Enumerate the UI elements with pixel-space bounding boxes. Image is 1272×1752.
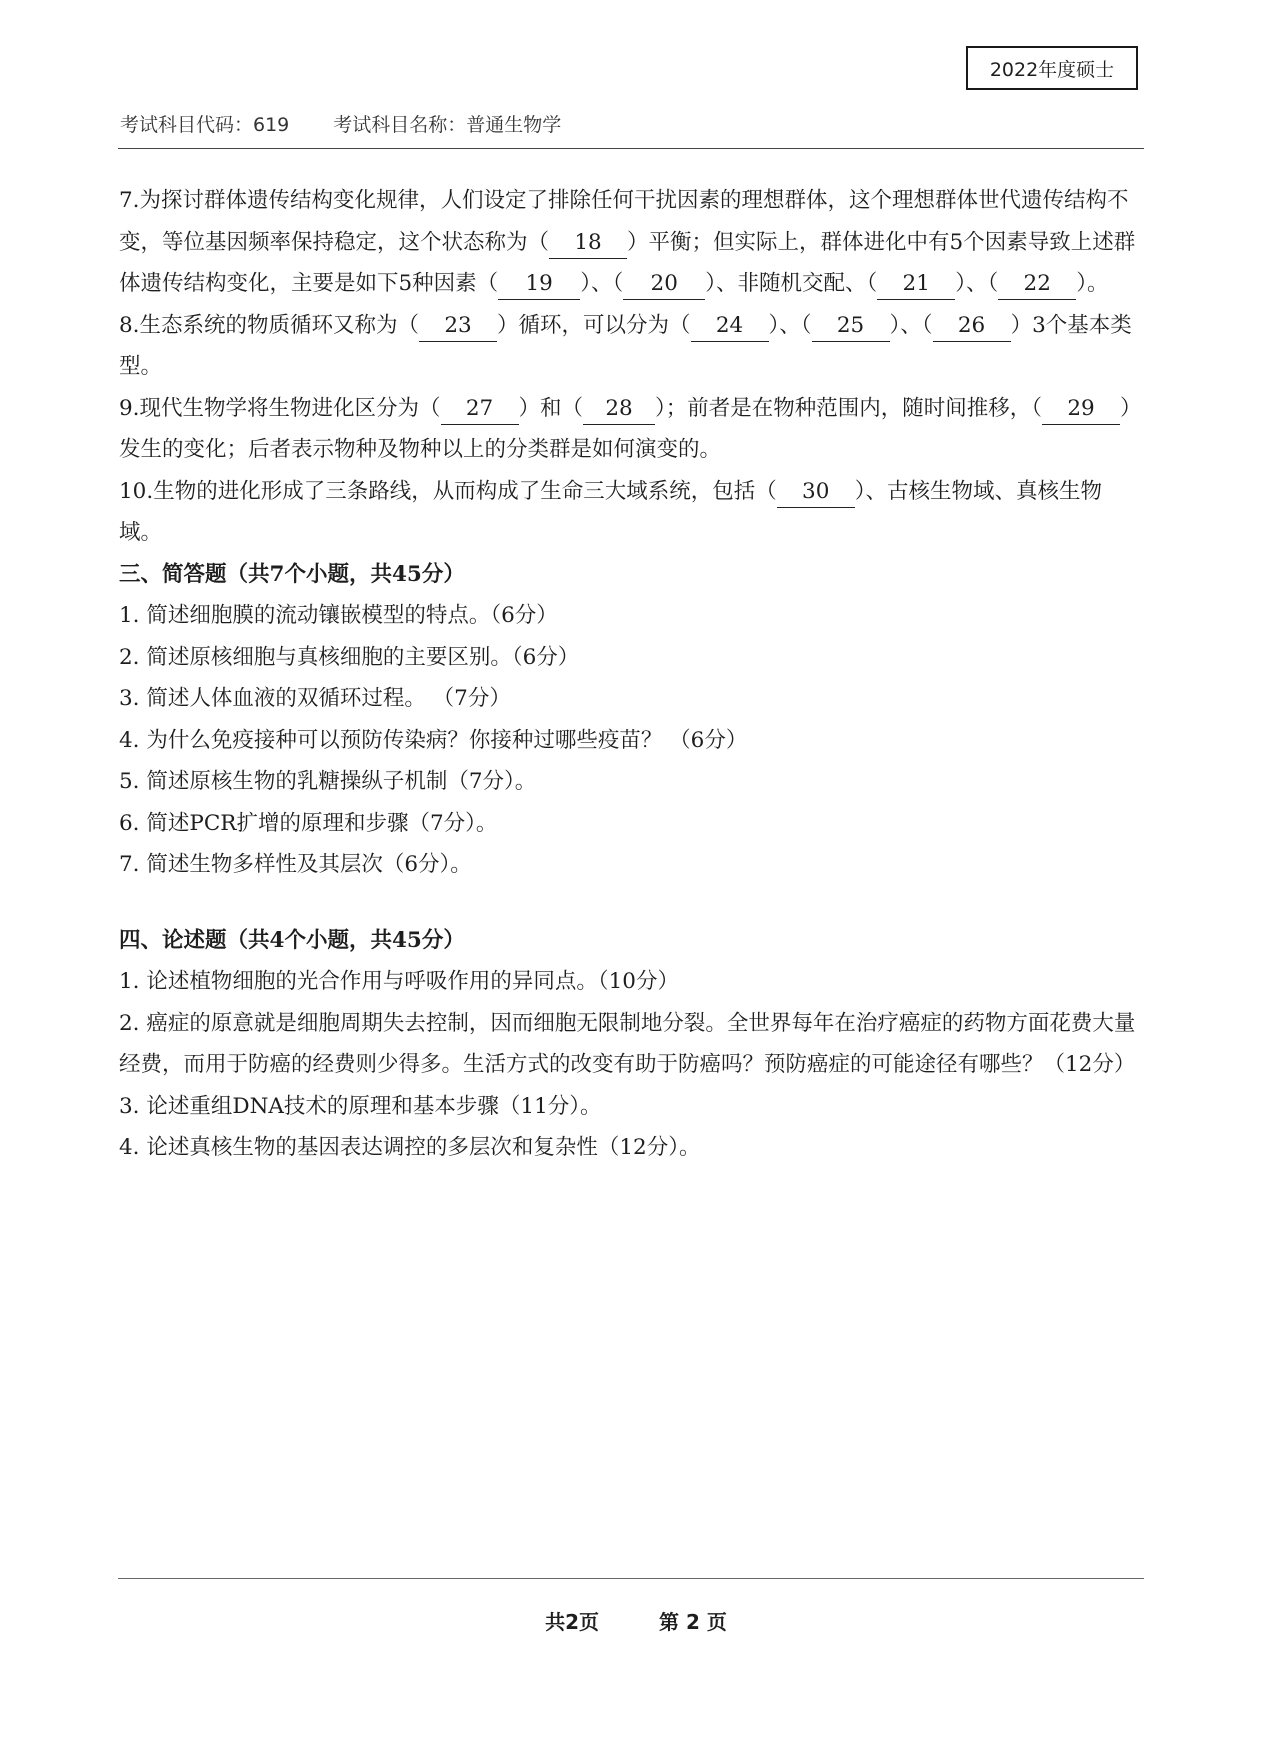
essay-3: 3. 论述重组DNA技术的原理和基本步骤（11分）。 [119, 1093, 602, 1119]
exam-header [120, 110, 561, 137]
essay-4: 4. 论述真核生物的基因表达调控的多层次和复杂性（12分）。 [119, 1135, 701, 1160]
blank-18: 18 [549, 228, 627, 259]
question-text: ）；前者是在物种范围内，随时间推移，（ [655, 395, 1043, 421]
question-text: ）、（ [955, 271, 999, 296]
blank-22: 22 [998, 269, 1076, 300]
subject-name: 考试科目名称：普通生物学 [333, 114, 562, 136]
question-text: 10.生物的进化形成了三条路线，从而构成了生命三大域系统，包括（ [119, 478, 777, 504]
question-text: ）、非随机交配、（ [705, 271, 878, 296]
section-gap [119, 886, 1143, 920]
blank-27: 27 [441, 394, 519, 425]
question-text: ）、（ [580, 271, 624, 296]
question-9 [119, 388, 1143, 471]
year-label: 2022年度硕士 [989, 58, 1115, 81]
blank-30: 30 [777, 477, 855, 508]
blank-19: 19 [498, 269, 580, 300]
short-answer-1: 1. 简述细胞膜的流动镶嵌模型的特点。（6分） [119, 603, 558, 628]
section-3-title: 三、简答题（共7个小题，共45分） [119, 561, 465, 587]
exam-content [119, 180, 1143, 1169]
question-8 [119, 305, 1143, 388]
year-label-box [966, 46, 1138, 90]
question-text: ）3个基本类型。 [119, 312, 1132, 379]
blank-21: 21 [877, 269, 955, 300]
question-10 [119, 471, 1143, 554]
short-answer-3: 3. 简述人体血液的双循环过程。 （7分） [119, 686, 511, 711]
page-footer [0, 1606, 1272, 1635]
short-answer-5: 5. 简述原核生物的乳糖操纵子机制（7分）。 [119, 769, 537, 794]
total-pages: 共2页 [545, 1610, 600, 1634]
header-divider [118, 148, 1144, 149]
short-answer-7: 7. 简述生物多样性及其层次（6分）。 [119, 852, 472, 877]
subject-code: 考试科目代码：619 [120, 114, 290, 136]
question-text: 7.为探讨群体遗传结构变化规律，人们设定了排除任何干扰因素的理想群体，这个理想群体世代遗传结构不变，等位基因频率保持稳定，这个状态称为（ [119, 188, 1129, 255]
essay-2: 2. 癌症的原意就是细胞周期失去控制，因而细胞无限制地分裂。全世界每年在治疗癌症的药物方面花费大量经费，而用于防癌的经费则少得多。生活方式的改变有助于防癌吗？预防癌症的可能途径有哪些？（12分） [119, 1010, 1136, 1077]
question-text: ）发生的变化；后者表示物种及物种以上的分类群是如何演变的。 [119, 395, 1142, 462]
question-text: 9.现代生物学将生物进化区分为（ [119, 395, 441, 421]
question-text: ）平衡；但实际上，群体进化中有5个因素导致上述群体遗传结构变化，主要是如下5种因素（ [119, 229, 1136, 296]
question-text: ）循环，可以分为（ [497, 312, 691, 338]
question-text: ）、（ [768, 312, 812, 338]
blank-23: 23 [419, 311, 497, 342]
blank-24: 24 [691, 311, 769, 342]
blank-29: 29 [1042, 394, 1120, 425]
short-answer-4: 4. 为什么免疫接种可以预防传染病？你接种过哪些疫苗？ （6分） [119, 727, 748, 753]
short-answer-6: 6. 简述PCR扩增的原理和步骤（7分）。 [119, 810, 498, 836]
question-7 [119, 180, 1143, 305]
question-text: ）。 [1076, 271, 1109, 296]
blank-26: 26 [933, 311, 1011, 342]
section-4-title: 四、论述题（共4个小题，共45分） [119, 927, 465, 953]
short-answer-2: 2. 简述原核细胞与真核细胞的主要区别。（6分） [119, 644, 580, 670]
footer-divider [118, 1578, 1144, 1579]
blank-20: 20 [623, 269, 705, 300]
question-text: ）、古核生物域、真核生物域。 [119, 478, 1102, 545]
current-page: 第 2 页 [659, 1610, 727, 1634]
blank-25: 25 [812, 311, 890, 342]
question-text: ）和（ [518, 395, 584, 421]
blank-28: 28 [583, 394, 655, 425]
question-text: ）、（ [889, 312, 933, 338]
essay-1: 1. 论述植物细胞的光合作用与呼吸作用的异同点。（10分） [119, 969, 679, 994]
question-text: 8.生态系统的物质循环又称为（ [119, 312, 420, 338]
